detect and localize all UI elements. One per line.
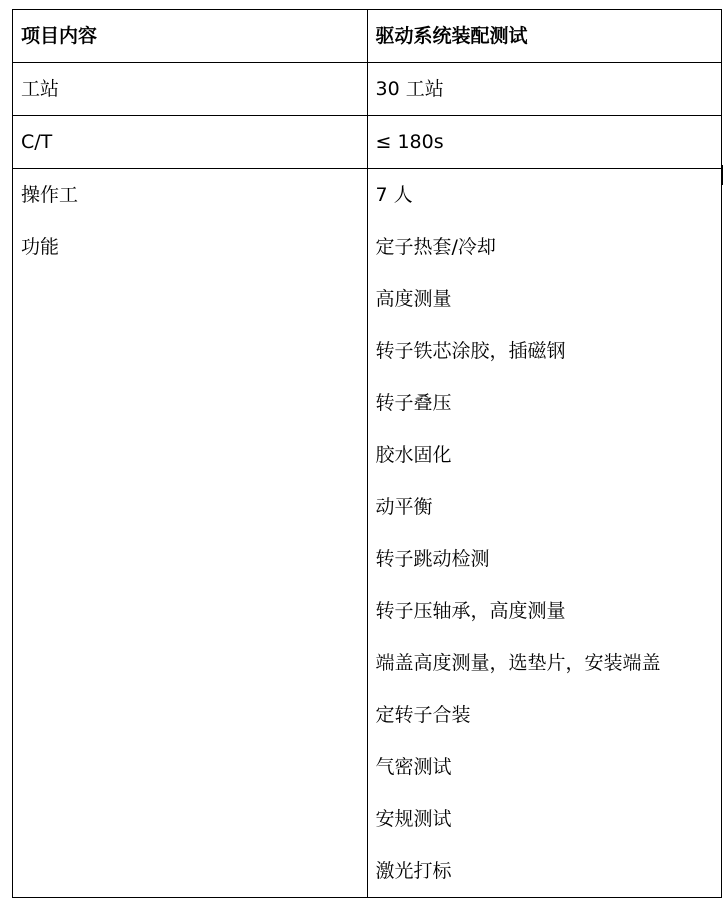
table-edge-marker	[721, 165, 723, 185]
details-label-cell	[13, 169, 368, 898]
function-item: 定子热套/冷却	[375, 236, 496, 258]
function-item: 动平衡	[375, 496, 433, 518]
function-item: 激光打标	[375, 860, 452, 882]
row-label-station: 工站	[13, 63, 368, 116]
function-item: 转子跳动检测	[375, 548, 490, 570]
function-item: 高度测量	[375, 288, 452, 310]
header-item-label: 项目内容	[13, 10, 368, 63]
operator-label: 操作工	[21, 184, 79, 206]
function-item: 安规测试	[375, 808, 452, 830]
table-row-details	[13, 169, 722, 898]
function-item: 转子铁芯涂胶，插磁钢	[375, 340, 566, 362]
table-header-row	[13, 10, 722, 63]
function-item: 气密测试	[375, 756, 452, 778]
table-row	[13, 116, 722, 169]
function-item: 转子压轴承，高度测量	[375, 600, 566, 622]
spec-table	[12, 9, 722, 898]
row-label-cycle-time: C/T	[13, 116, 368, 169]
table-row	[13, 63, 722, 116]
row-value-cycle-time: ≤ 180s	[367, 116, 722, 169]
function-item: 端盖高度测量，选垫片，安装端盖	[375, 652, 661, 674]
header-system-label: 驱动系统装配测试	[367, 10, 722, 63]
function-item: 转子叠压	[375, 392, 452, 414]
function-item: 定转子合装	[375, 704, 471, 726]
operator-count: 7 人	[375, 184, 413, 206]
function-item: 胶水固化	[375, 444, 452, 466]
details-value-cell	[367, 169, 722, 898]
row-value-station: 30 工站	[367, 63, 722, 116]
function-label: 功能	[21, 236, 60, 258]
